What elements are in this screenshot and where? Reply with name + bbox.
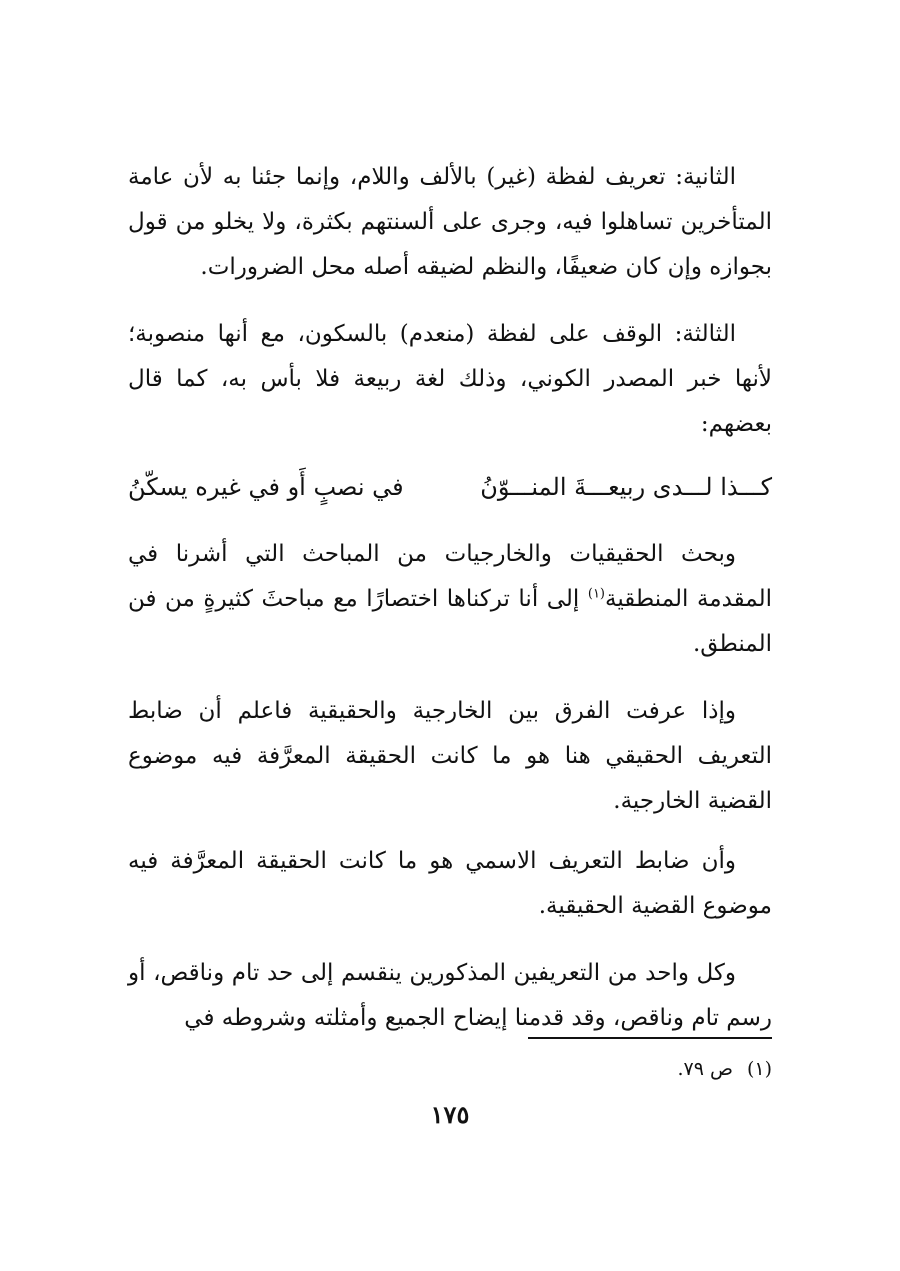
- page-body: [128, 155, 772, 1041]
- paragraph-text-part-2: إلى أنا تركناها اختصارًا مع مباحثَ كثيرةٍ من فن المنطق.: [128, 586, 772, 657]
- poetry-verse: [128, 465, 772, 510]
- paragraph-definition-division: وكل واحد من التعريفين المذكورين ينقسم إلى حد تام وناقص، أو رسم تام وناقص، وقد قدمنا إيضاح الجميع وأمثلته وشروطه في: [128, 960, 772, 1031]
- footnote: [677, 1058, 772, 1080]
- paragraph-real-definition: وإذا عرفت الفرق بين الخارجية والحقيقية فاعلم أن ضابط التعريف الحقيقي هنا هو ما كانت الحقيقة المعرَّفة فيه موضوع القضية الخارجية.: [128, 698, 772, 814]
- page-number: ١٧٥: [430, 1100, 470, 1129]
- footnote-separator-line: [528, 1037, 772, 1039]
- paragraph-text-part-1: وبحث الحقيقيات والخارجيات من المباحث التي أشرنا في المقدمة المنطقية: [128, 541, 772, 612]
- verse-first-hemistich: كـــذا لـــدى ربيعـــةَ المنـــوّنُ: [480, 473, 772, 501]
- paragraph-realities-research: [128, 532, 772, 667]
- footnote-reference-marker: (١): [587, 586, 605, 602]
- paragraph-nominal-definition: وأن ضابط التعريف الاسمي هو ما كانت الحقيقة المعرَّفة فيه موضوع القضية الحقيقية.: [128, 848, 772, 919]
- verse-second-hemistich: في نصبٍ أَو في غيره يسكّنُ: [128, 473, 404, 501]
- footnote-text: ص ٧٩.: [677, 1058, 733, 1080]
- paragraph-third-note: الثالثة: الوقف على لفظة (منعدم) بالسكون، مع أنها منصوبة؛ لأنها خبر المصدر الكوني، وذلك لغة ربيعة فلا بأس به، كما قال بعضهم:: [128, 321, 772, 437]
- paragraph-second-note: الثانية: تعريف لفظة (غير) بالألف واللام، وإنما جئنا به لأن عامة المتأخرين تساهلوا فيه، وجرى على ألسنتهم بكثرة، ولا يخلو من قول بجوازه وإن كان ضعيفًا، والنظم لضيقه أصله محل الضرورات.: [128, 164, 772, 280]
- footnote-marker: (١): [746, 1058, 772, 1080]
